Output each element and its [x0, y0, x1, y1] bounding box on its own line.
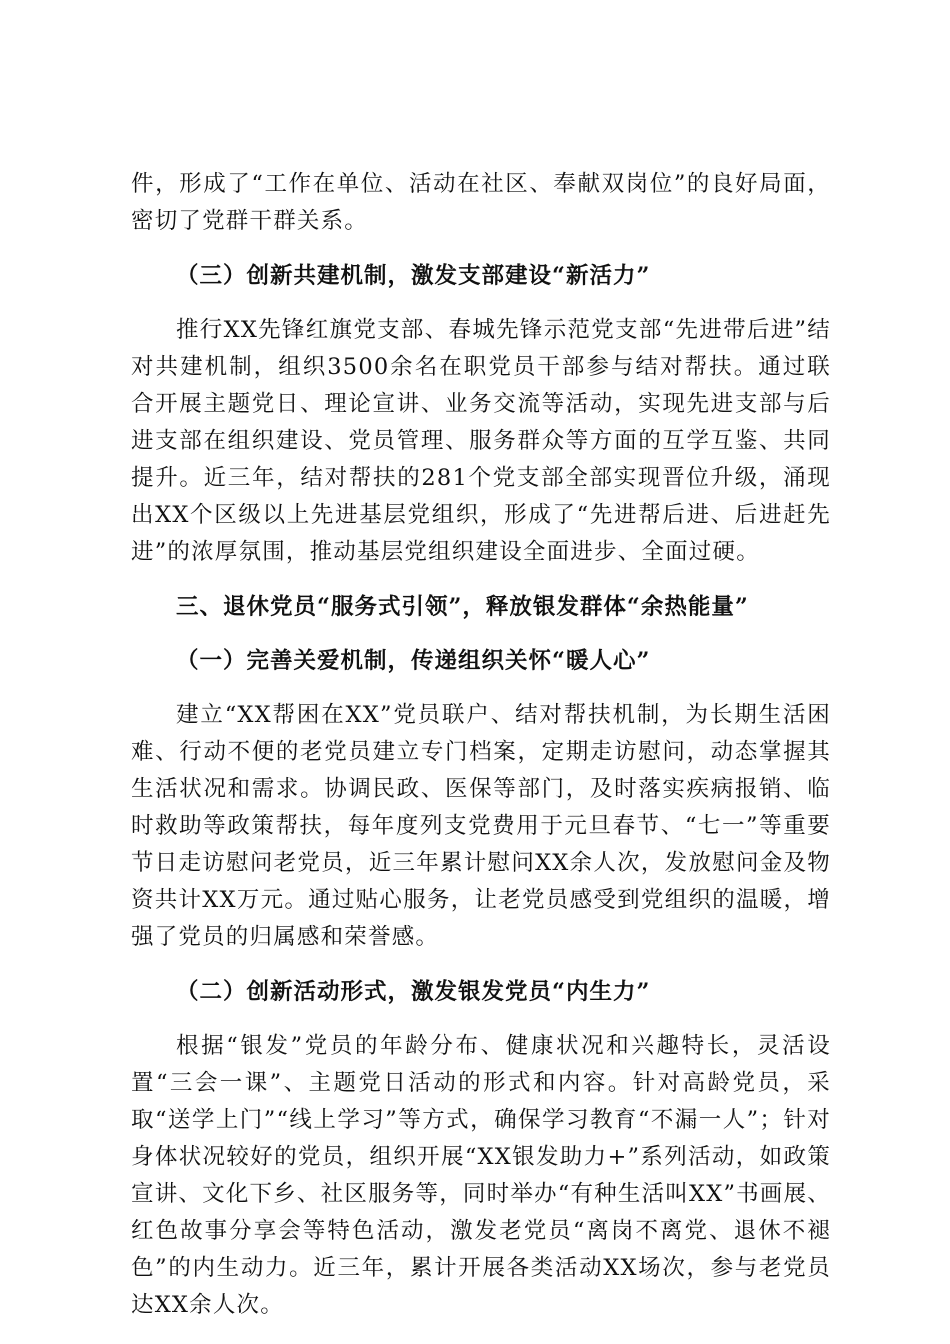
- document-page: [131, 166, 831, 1324]
- spacer: [131, 680, 831, 697]
- section-heading-1: （一）完善关爱机制，传递组织关怀“暖人心”: [176, 648, 651, 674]
- paragraph-activity-forms: 根据“银发”党员的年龄分布、健康状况和兴趣特长，灵活设置“三会一课”、主题党日活动的形式和内容。针对高龄党员，采取“送学上门”“线上学习”等方式，确保学习教育“不漏一人”；针对身体状况较好的党员，组织开展“XX银发助力+”系列活动，如政策宣讲、文化下乡、社区服务等，同时举办“有种生活叫XX”书画展、红色故事分享会等特色活动，激发老党员“离岗不离党、退休不褪色”的内生动力。近三年，累计开展各类活动XX场次，参与老党员达XX余人次。: [131, 1033, 831, 1318]
- paragraph-continuation: 件，形成了“工作在单位、活动在社区、奉献双岗位”的良好局面，密切了党群干群关系。: [131, 171, 831, 234]
- spacer: [131, 626, 831, 643]
- spacer: [131, 571, 831, 589]
- spacer: [131, 1011, 831, 1028]
- paragraph-co-construction: 推行XX先锋红旗党支部、春城先锋示范党支部“先进带后进”结对共建机制，组织3500余名在职党员干部参与结对帮扶。通过联合开展主题党日、理论宣讲、业务交流等活动，实现先进支部与后进支部在组织建设、党员管理、服务群众等方面的互学互鉴、共同提升。近三年，结对帮扶的281个党支部全部实现晋位升级，涌现出XX个区级以上先进基层党组织，形成了“先进帮后进、后进赶先进”的浓厚氛围，推动基层党组织建设全面进步、全面过硬。: [131, 317, 831, 565]
- spacer: [131, 295, 831, 312]
- section-heading-3: （三）创新共建机制，激发支部建设“新活力”: [176, 263, 651, 289]
- spacer: [131, 956, 831, 974]
- paragraph-care-mechanism: 建立“XX帮困在XX”党员联户、结对帮扶机制，为长期生活困难、行动不便的老党员建立专门档案，定期走访慰问，动态掌握其生活状况和需求。协调民政、医保等部门，及时落实疾病报销、临时救助等政策帮扶，每年度列支党费用于元旦春节、“七一”等重要节日走访慰问老党员，近三年累计慰问XX余人次，发放慰问金及物资共计XX万元。通过贴心服务，让老党员感受到党组织的温暖，增强了党员的归属感和荣誉感。: [131, 702, 831, 950]
- spacer: [131, 240, 831, 258]
- section-heading-2: （二）创新活动形式，激发银发党员“内生力”: [176, 979, 651, 1005]
- chapter-heading-3: 三、退休党员“服务式引领”，释放银发群体“余热能量”: [176, 594, 749, 620]
